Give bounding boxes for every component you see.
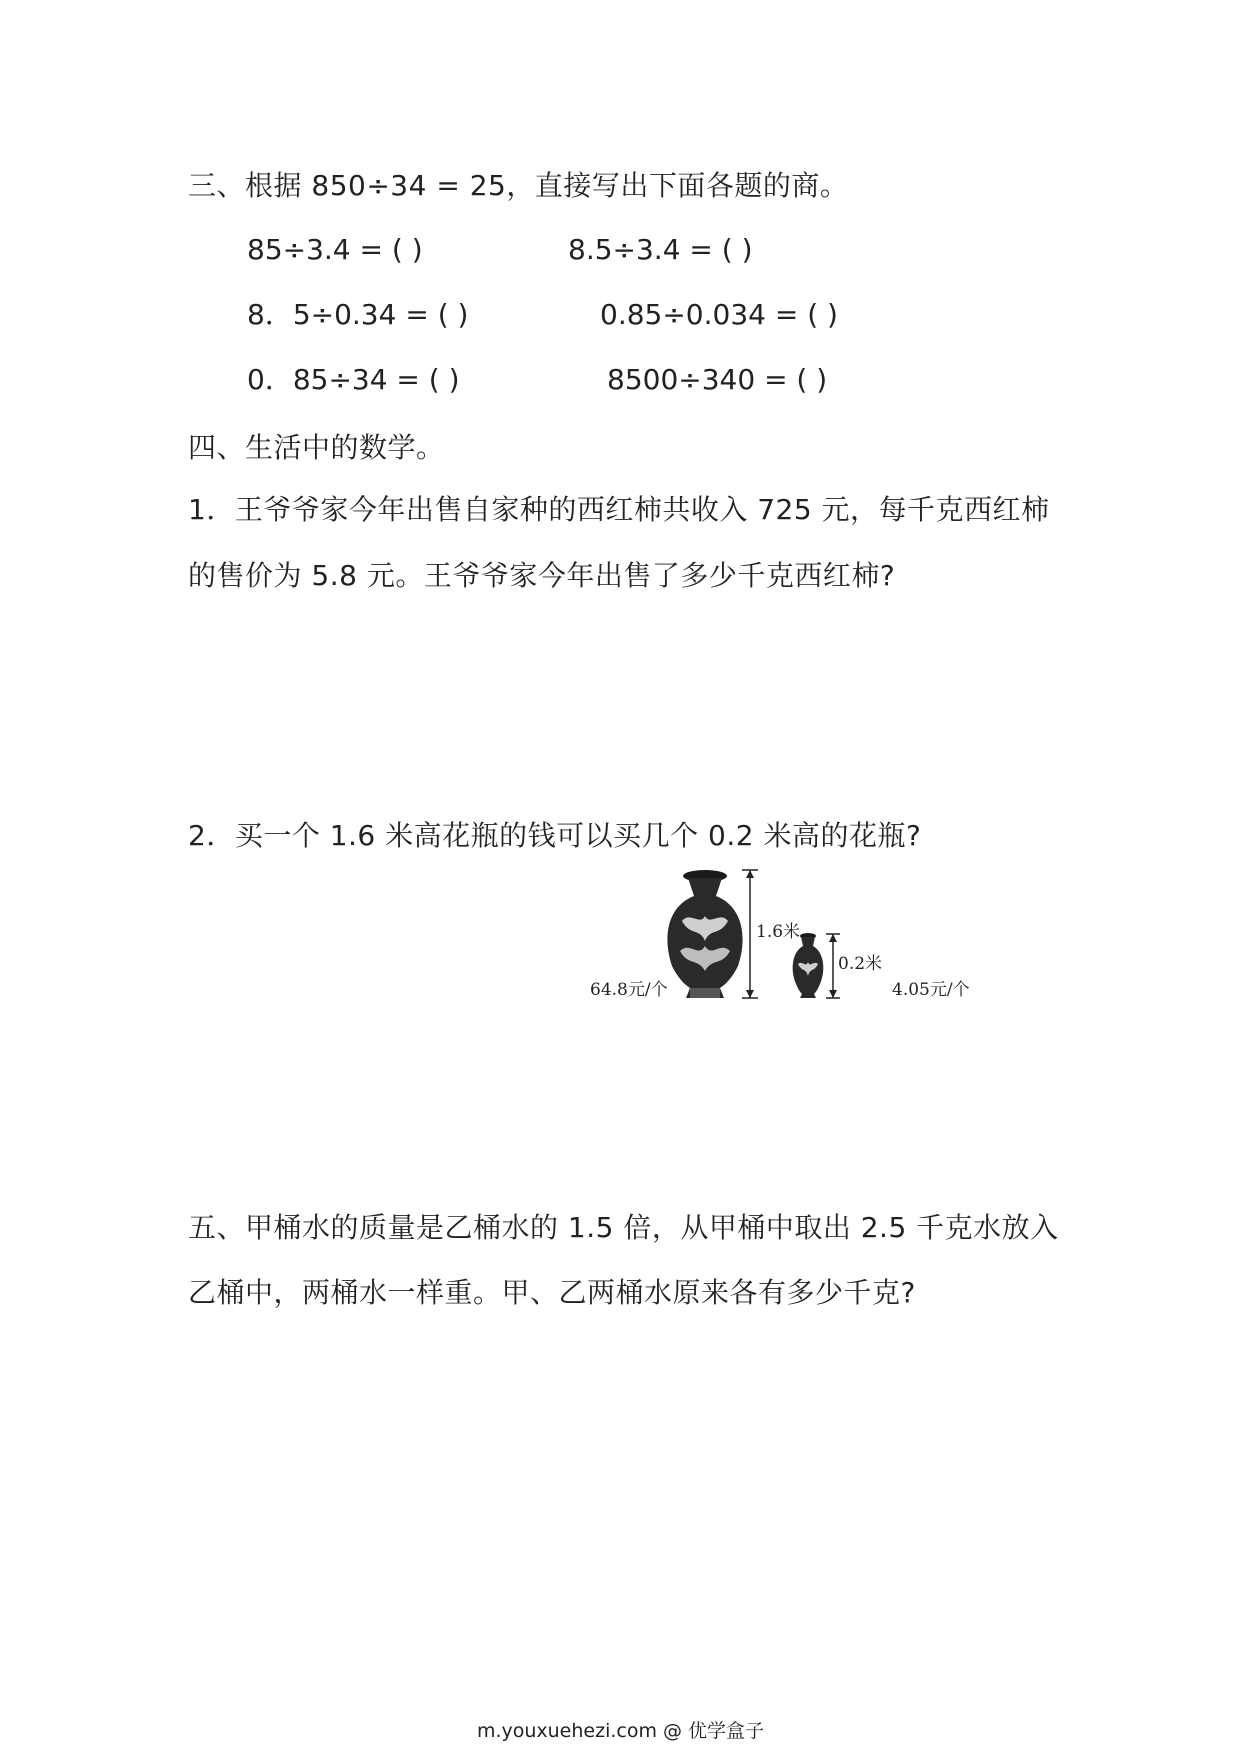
problem-6: 8500÷340 = ( ) — [607, 363, 828, 396]
big-vase-price-label: 64.8元/个 — [590, 980, 668, 1000]
small-vase-height-label: 0.2米 — [838, 954, 883, 974]
section4-heading: 四、生活中的数学。 — [188, 431, 445, 464]
problem-5: 0．85÷34 = ( ) — [247, 363, 460, 396]
section3-heading: 三、根据 850÷34 = 25，直接写出下面各题的商。 — [188, 169, 849, 202]
problem-2: 8.5÷3.4 = ( ) — [568, 233, 753, 266]
question2: 2．买一个 1.6 米高花瓶的钱可以买几个 0.2 米高的花瓶? — [188, 819, 922, 852]
vase-figure — [570, 866, 990, 1006]
big-vase-icon — [667, 870, 742, 998]
footer-watermark: m.youxuehezi.com @ 优学盒子 — [476, 1720, 765, 1742]
problem-3: 8．5÷0.34 = ( ) — [247, 298, 469, 331]
section5-line1: 五、甲桶水的质量是乙桶水的 1.5 倍，从甲桶中取出 2.5 千克水放入 — [188, 1211, 1059, 1244]
question1-line1: 1．王爷爷家今年出售自家种的西红柿共收入 725 元，每千克西红柿 — [188, 493, 1050, 526]
section5-line2: 乙桶中，两桶水一样重。甲、乙两桶水原来各有多少千克? — [188, 1276, 916, 1309]
problem-4: 0.85÷0.034 = ( ) — [600, 298, 838, 331]
problem-1: 85÷3.4 = ( ) — [247, 233, 423, 266]
small-vase-icon — [793, 933, 824, 998]
small-vase-price-label: 4.05元/个 — [892, 980, 970, 1000]
big-vase-height-label: 1.6米 — [756, 922, 801, 942]
question1-line2: 的售价为 5.8 元。王爷爷家今年出售了多少千克西红柿? — [188, 559, 896, 592]
